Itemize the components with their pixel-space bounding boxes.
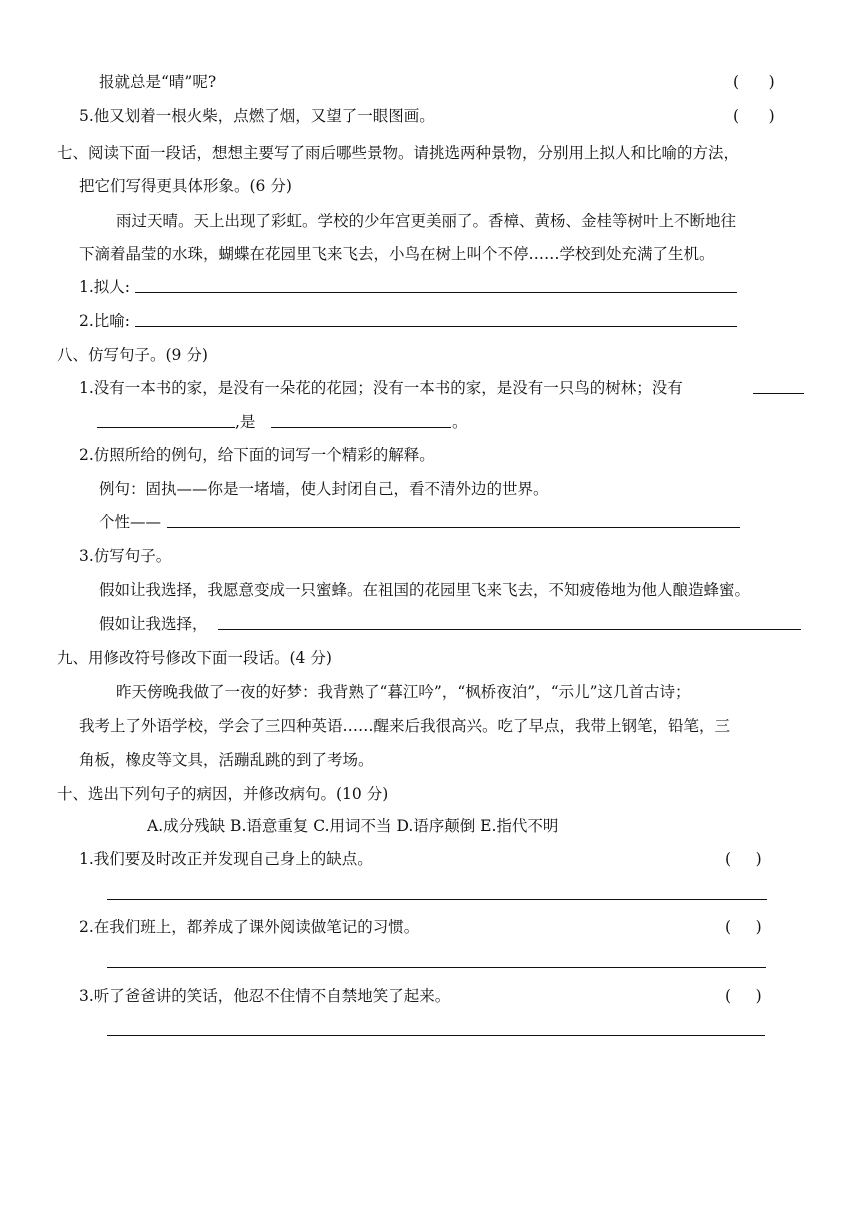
- section8-heading: 八、仿写句子。(9 分): [57, 346, 208, 364]
- answer-paren-q10-1[interactable]: ( ): [725, 850, 762, 868]
- q10-3-correction-line[interactable]: [107, 1035, 765, 1036]
- answer-paren-q4[interactable]: ( ): [733, 73, 775, 91]
- answer-paren-q5[interactable]: ( ): [733, 107, 775, 125]
- section9-passage-line3: 角板，橡皮等文具，活蹦乱跳的到了考场。: [79, 751, 374, 769]
- q10-2: 2.在我们班上，都养成了课外阅读做笔记的习惯。: [79, 918, 420, 936]
- section7-passage-line1: 雨过天晴。天上出现了彩虹。学校的少年宫更美丽了。香樟、黄杨、金桂等树叶上不断地往: [116, 212, 737, 230]
- q4-continuation: 报就总是“晴”呢?: [99, 73, 217, 91]
- q10-3: 3.听了爸爸讲的笑话，他忍不住情不自禁地笑了起来。: [79, 987, 451, 1005]
- q8-3-prompt: 假如让我选择，: [99, 615, 208, 633]
- section7-passage-line2: 下滴着晶莹的水珠，蝴蝶在花园里飞来飞去，小鸟在树上叫个不停……学校到处充满了生机。: [79, 245, 715, 263]
- q8-1-line1: 1.没有一本书的家，是没有一朵花的花园；没有一本书的家，是没有一只鸟的树林；没有: [79, 379, 683, 397]
- q8-3: 3.仿写句子。: [79, 547, 172, 565]
- q8-1-period: 。: [452, 413, 468, 431]
- answer-paren-q10-3[interactable]: ( ): [725, 987, 762, 1005]
- metaphor-label: 2.比喻:: [79, 312, 131, 330]
- metaphor-answer-line[interactable]: [135, 326, 737, 327]
- answer-paren-q10-2[interactable]: ( ): [725, 918, 762, 936]
- q8-2-answer-line[interactable]: [167, 527, 740, 528]
- q8-2-prompt: 个性——: [99, 513, 162, 531]
- q8-1-is-text: ,是: [235, 413, 256, 431]
- q10-1-correction-line[interactable]: [107, 899, 767, 900]
- q8-3-example: 假如让我选择，我愿意变成一只蜜蜂。在祖国的花园里飞来飞去，不知疲倦地为他人酿造蜂蜜。: [99, 581, 751, 599]
- question-5: 5.他又划着一根火柴，点燃了烟，又望了一眼图画。: [79, 107, 435, 125]
- section9-passage-line1: 昨天傍晚我做了一夜的好梦：我背熟了“暮江吟”，“枫桥夜泊”，“示儿”这几首古诗；: [116, 683, 691, 701]
- personification-label: 1.拟人:: [79, 278, 131, 296]
- q8-3-answer-line[interactable]: [218, 629, 801, 630]
- q8-1-blank-b[interactable]: [97, 427, 235, 428]
- q8-2-example: 例句：固执——你是一堵墙，使人封闭自己，看不清外边的世界。: [99, 480, 549, 498]
- q8-1-blank-c[interactable]: [271, 427, 451, 428]
- q10-1: 1.我们要及时改正并发现自己身上的缺点。: [79, 850, 373, 868]
- section9-heading: 九、用修改符号修改下面一段话。(4 分): [57, 649, 332, 667]
- section7-heading-line2: 把它们写得更具体形象。(6 分): [79, 177, 292, 195]
- q8-2: 2.仿照所给的例句，给下面的词写一个精彩的解释。: [79, 446, 435, 464]
- error-type-options: A.成分残缺 B.语意重复 C.用词不当 D.语序颠倒 E.指代不明: [147, 817, 559, 835]
- q10-2-correction-line[interactable]: [107, 967, 766, 968]
- section7-heading-line1: 七、阅读下面一段话，想想主要写了雨后哪些景物。请挑选两种景物，分别用上拟人和比喻的方法，: [57, 144, 740, 162]
- section10-heading: 十、选出下列句子的病因，并修改病句。(10 分): [57, 785, 389, 803]
- q8-1-blank-a[interactable]: [753, 393, 804, 394]
- personification-answer-line[interactable]: [135, 292, 737, 293]
- section9-passage-line2: 我考上了外语学校，学会了三四种英语……醒来后我很高兴。吃了早点，我带上钢笔，铅笔，三: [79, 717, 731, 735]
